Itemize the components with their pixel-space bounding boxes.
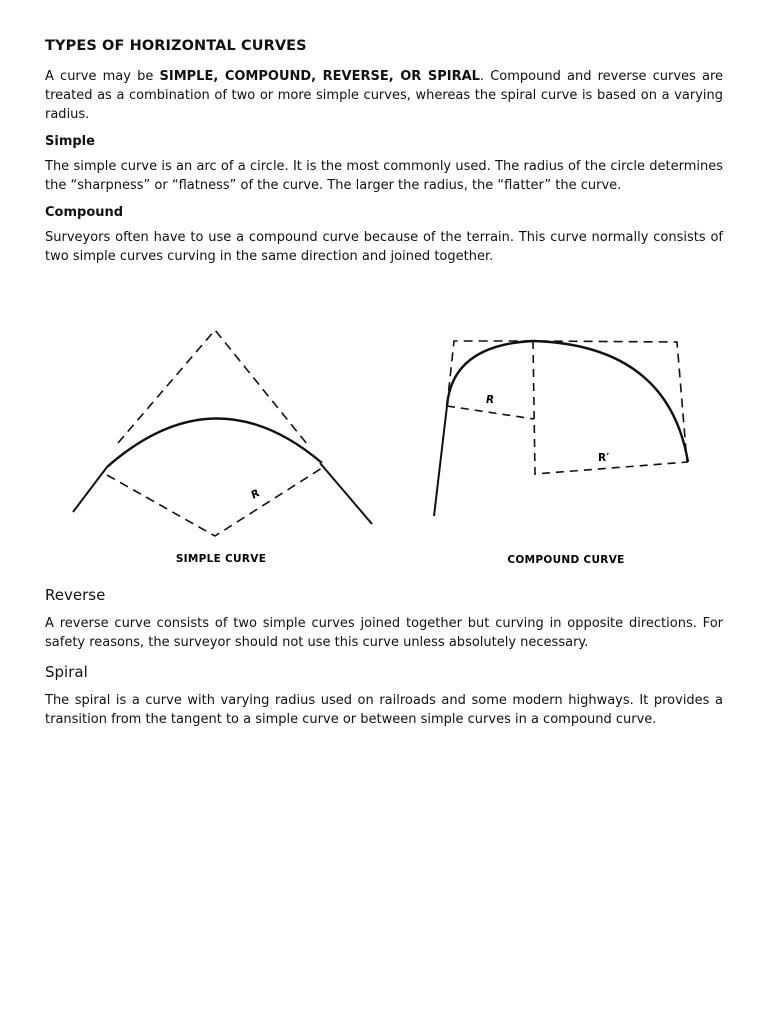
lower-sections (45, 586, 723, 729)
simple-radius-label: R (249, 487, 263, 502)
compound-arc-large (533, 341, 688, 462)
compound-curve-figure (434, 341, 688, 516)
reverse-heading: Reverse (45, 586, 106, 604)
simple-left-tangent (73, 467, 107, 512)
curve-figures-svg (0, 315, 768, 575)
intro-bold: SIMPLE, COMPOUND, REVERSE, OR SPIRAL (159, 69, 480, 84)
compound-radius-r-prime (533, 341, 688, 474)
intro-lead: A curve may be (45, 69, 160, 84)
compound-curve-label: COMPOUND CURVE (507, 554, 625, 566)
curve-figures (0, 315, 768, 575)
simple-curve-label: SIMPLE CURVE (175, 553, 267, 565)
simple-tangent-extensions (118, 330, 307, 444)
compound-left-tangent (434, 406, 447, 516)
reverse-paragraph: A reverse curve consists of two simple curves joined together but curving in opposite directions. For safety reasons, the surveyor should not use this curve unless absolutely necessary. (45, 616, 723, 650)
simple-arc (107, 418, 322, 467)
simple-right-tangent (320, 463, 372, 524)
simple-radius-lines (107, 468, 322, 536)
intro-paragraph (45, 67, 723, 124)
intro-rest: . Compound and reverse curves are treated as a combination of two or more simple curves, whereas the spiral curve is based on a varying radius. (45, 69, 724, 122)
page-title: TYPES OF HORIZONTAL CURVES (45, 38, 307, 54)
spiral-heading: Spiral (45, 663, 88, 681)
compound-radius-r (447, 406, 534, 419)
compound-radius-label: R (486, 394, 495, 406)
compound-paragraph: Surveyors often have to use a compound curve because of the terrain. This curve normally consists of two simple curves curving in the same direction and joined together. (45, 230, 723, 264)
compound-heading: Compound (45, 205, 124, 220)
simple-curve-figure (73, 330, 372, 536)
document-body (45, 38, 723, 266)
simple-paragraph: The simple curve is an arc of a circle. It is the most commonly used. The radius of the circle determines the “sharpness” or “flatness” of the curve. The larger the radius, the “flatter” the curve. (45, 159, 723, 193)
simple-heading: Simple (45, 134, 95, 149)
compound-radius-prime-label: R′ (598, 452, 610, 464)
compound-tangent-extensions (447, 341, 687, 462)
spiral-paragraph: The spiral is a curve with varying radius used on railroads and some modern highways. It provides a transition from the tangent to a simple curve or between simple curves in a compound curve. (45, 693, 723, 727)
